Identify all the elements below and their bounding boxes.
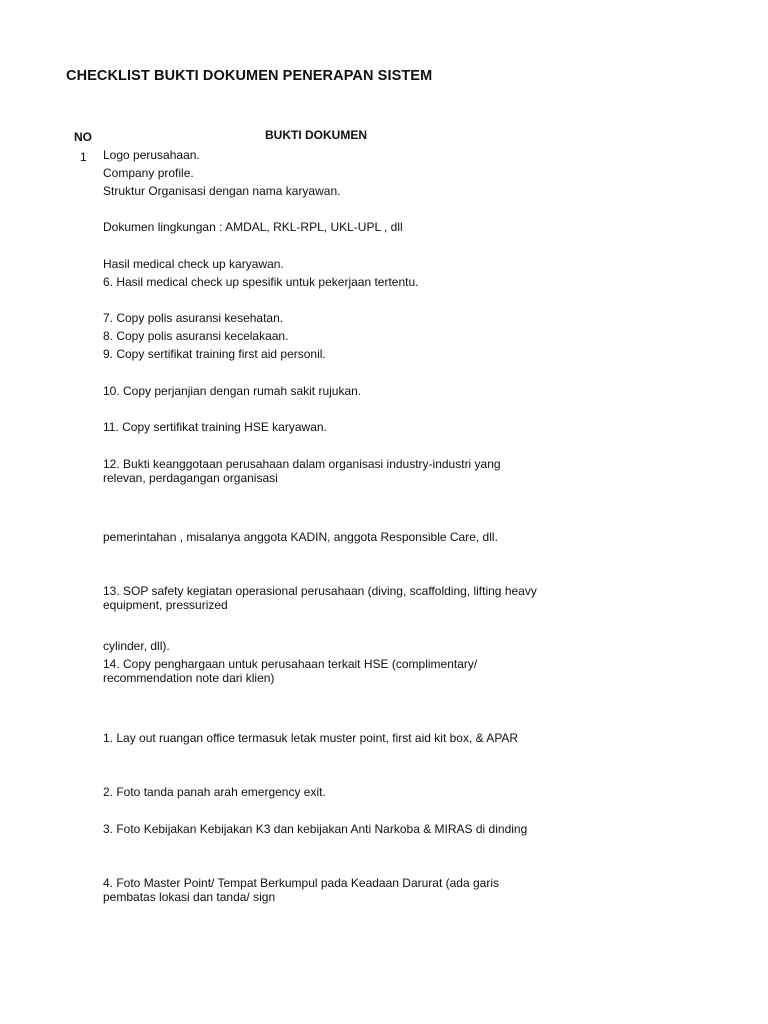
checklist-line: 12. Bukti keanggotaan perusahaan dalam organisasi industry-industri yang relevan, perdagangan organisasi	[103, 457, 501, 485]
checklist-line: 8. Copy polis asuransi kecelakaan.	[103, 329, 289, 343]
checklist-line: Struktur Organisasi dengan nama karyawan.	[103, 184, 341, 198]
checklist-line: Company profile.	[103, 166, 194, 180]
checklist-line: 9. Copy sertifikat training first aid personil.	[103, 347, 326, 361]
checklist-line: Hasil medical check up karyawan.	[103, 257, 284, 271]
checklist-line: 3. Foto Kebijakan Kebijakan K3 dan kebijakan Anti Narkoba & MIRAS di dinding	[103, 822, 528, 836]
checklist-line: 4. Foto Master Point/ Tempat Berkumpul pada Keadaan Darurat (ada garis pembatas lokasi dan tanda/ sign	[103, 876, 499, 904]
checklist-line: Dokumen lingkungan : AMDAL, RKL-RPL, UKL-UPL , dll	[103, 220, 403, 234]
checklist-line: 7. Copy polis asuransi kesehatan.	[103, 311, 284, 325]
document-title: CHECKLIST BUKTI DOKUMEN PENERAPAN SISTEM	[66, 68, 433, 84]
checklist-line: 6. Hasil medical check up spesifik untuk pekerjaan tertentu.	[103, 275, 419, 289]
row-number: 1	[80, 150, 87, 164]
checklist-line: Logo perusahaan.	[103, 148, 200, 162]
checklist-line: 13. SOP safety kegiatan operasional perusahaan (diving, scaffolding, lifting heavy equipment, pressurized	[103, 584, 537, 612]
checklist-line: 2. Foto tanda panah arah emergency exit.	[103, 785, 326, 799]
column-header-bukti-dokumen: BUKTI DOKUMEN	[265, 128, 367, 142]
column-header-no: NO	[74, 130, 92, 144]
checklist-line: 10. Copy perjanjian dengan rumah sakit rujukan.	[103, 384, 362, 398]
checklist-line: pemerintahan , misalanya anggota KADIN, anggota Responsible Care, dll.	[103, 530, 498, 544]
checklist-line: 11. Copy sertifikat training HSE karyawan.	[103, 420, 327, 434]
checklist-line: cylinder, dll).	[103, 639, 170, 653]
checklist-line: 14. Copy penghargaan untuk perusahaan terkait HSE (complimentary/ recommendation note dari klien)	[103, 657, 478, 685]
checklist-line: 1. Lay out ruangan office termasuk letak muster point, first aid kit box, & APAR	[103, 731, 519, 745]
